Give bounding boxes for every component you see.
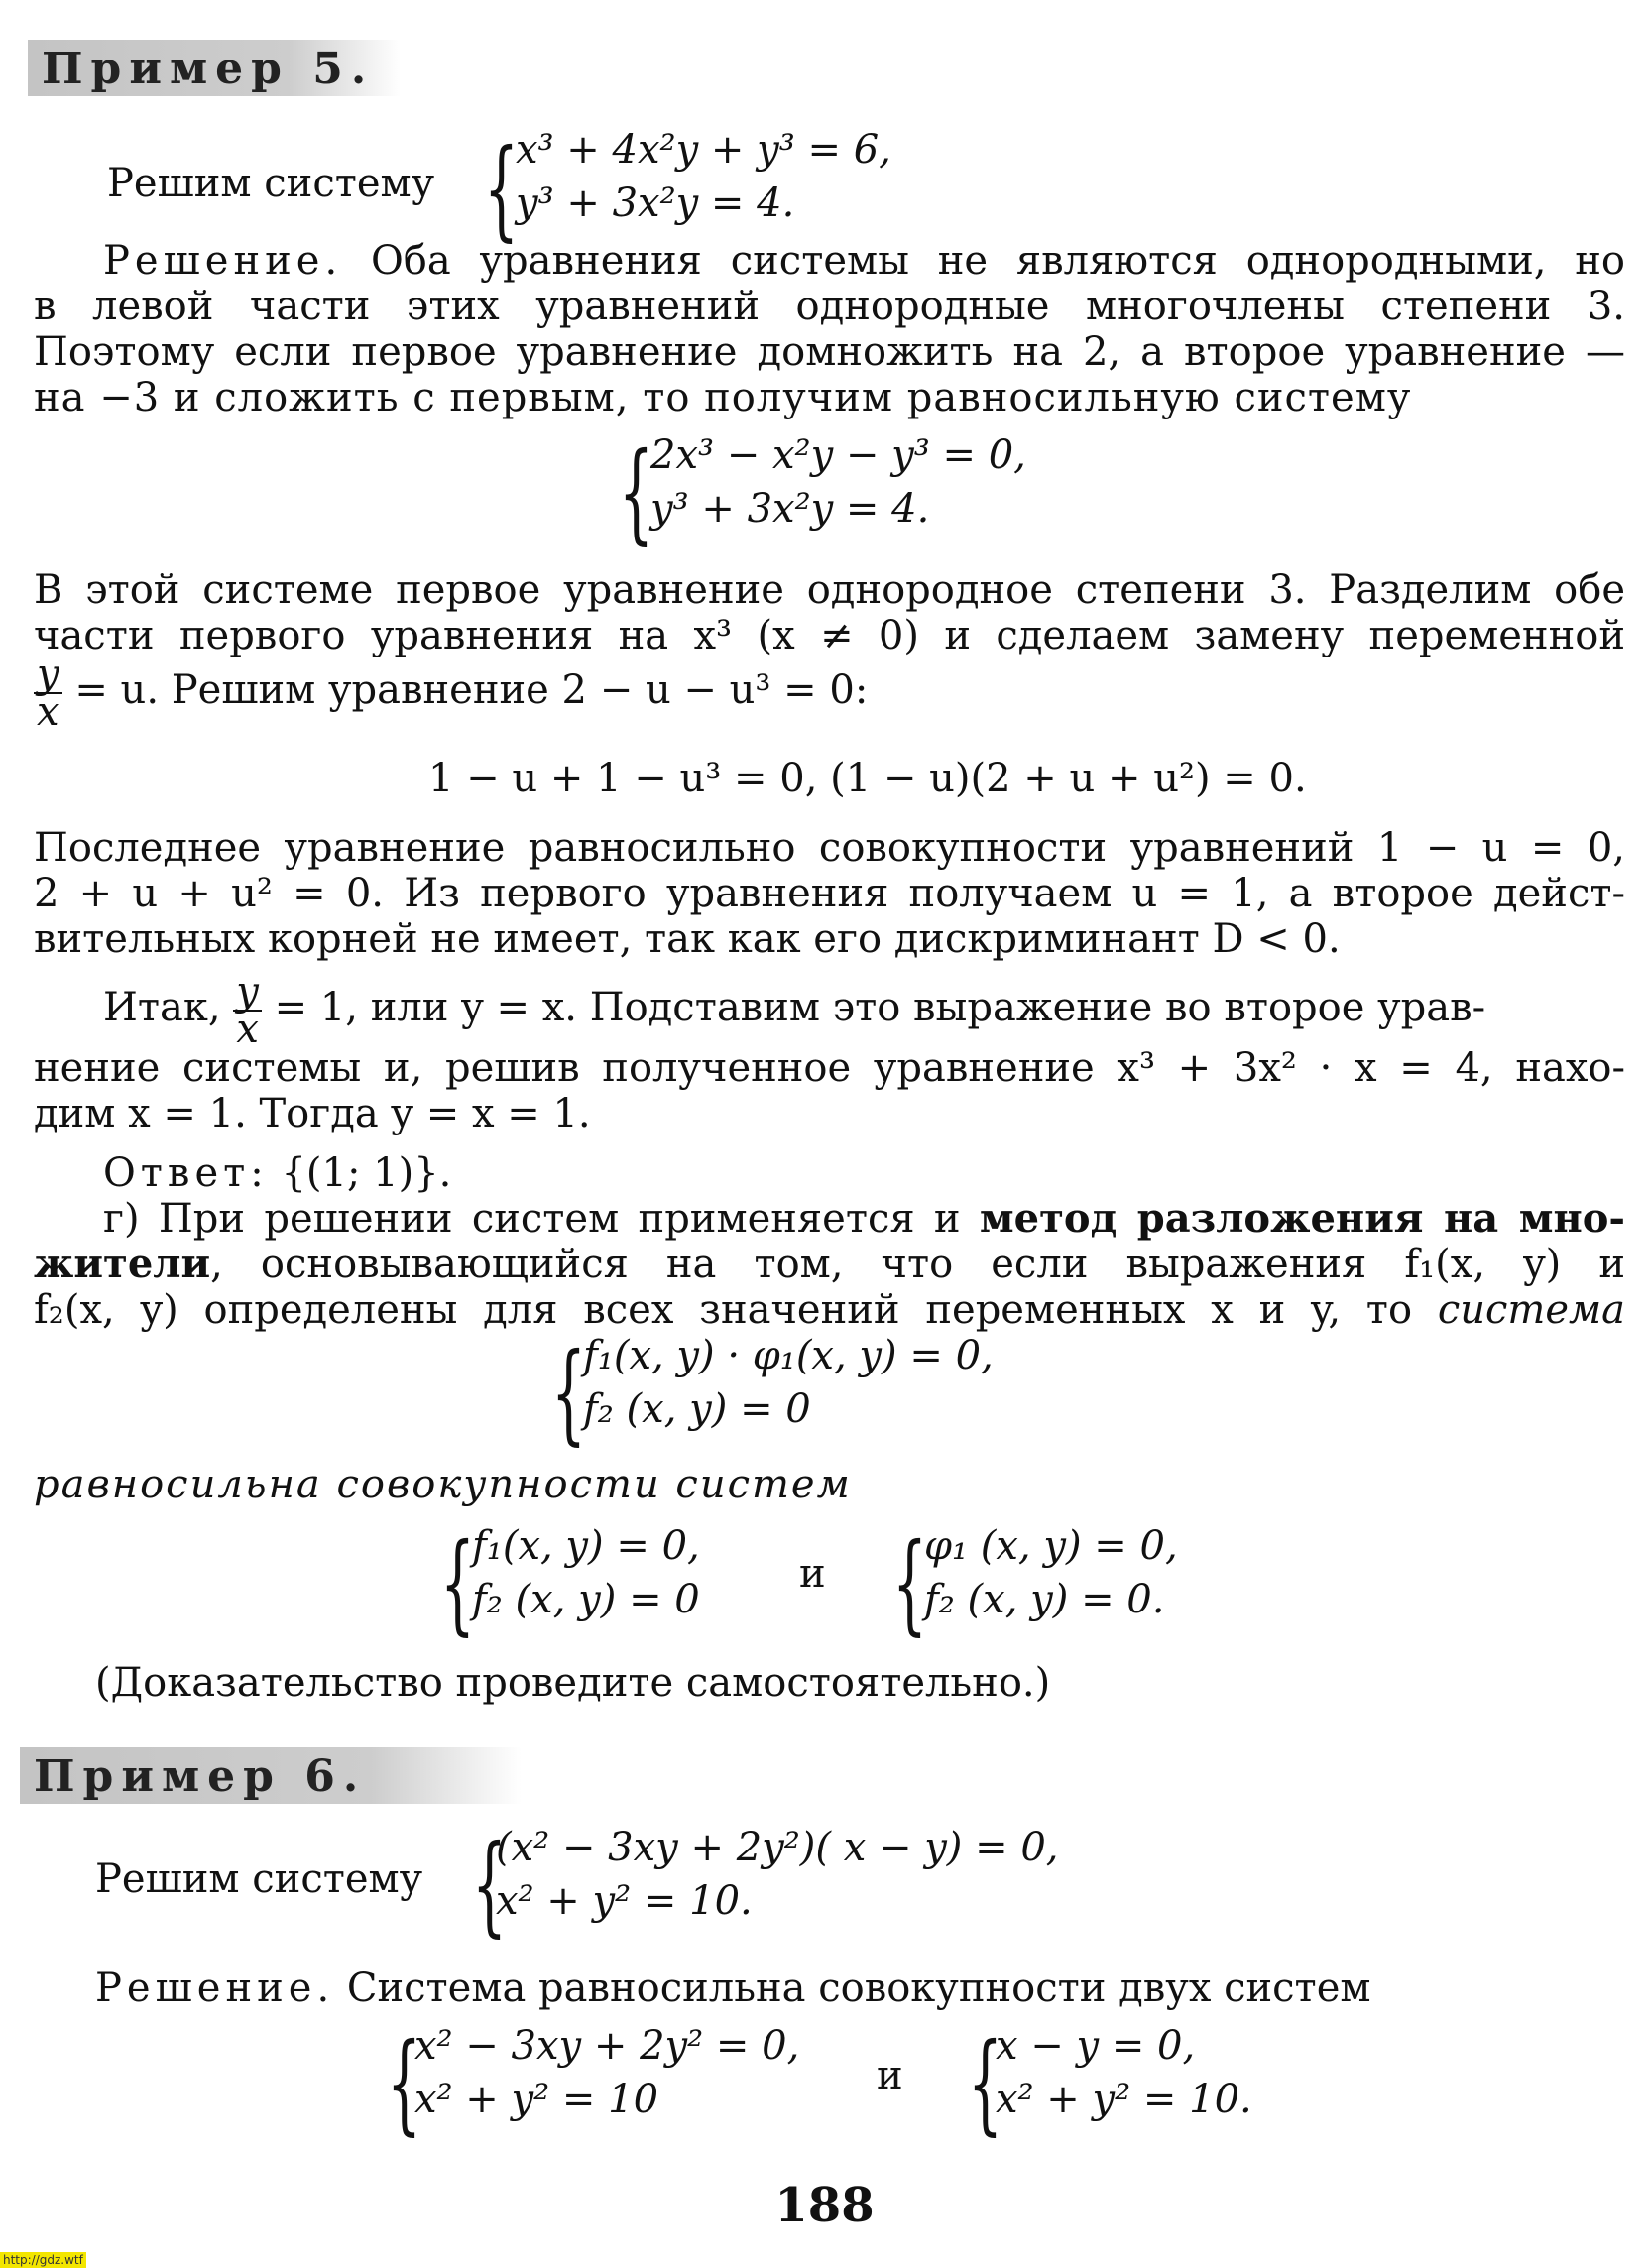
method-line-3: f₂(x, y) определены для всех значений переменных x и y, то система	[34, 1287, 1626, 1333]
system-equation-1: x² − 3xy + 2y² = 0,	[414, 2023, 800, 2069]
equivalence-statement: равносильна совокупности систем	[34, 1462, 852, 1507]
system-equation-2: y³ + 3x²y = 4.	[516, 180, 795, 226]
example-6-task-intro: Решим систему	[95, 1856, 423, 1902]
system-equation-2: f₂ (x, y) = 0.	[924, 1577, 1165, 1622]
system-brace: {	[892, 1519, 927, 1646]
paragraph-3-line-2: 2 + u + u² = 0. Из первого уравнения получаем u = 1, а второе дейст-	[34, 871, 1625, 916]
paragraph-3-line-1: Последнее уравнение равносильно совокупности уравнений 1 − u = 0,	[34, 825, 1625, 871]
substitution-text: = 1, или y = x. Подставим это выражение во второе урав-	[274, 985, 1486, 1030]
fraction-y-over-x: $\frac{y}{x}$	[34, 657, 62, 730]
solution-line-4: на −3 и сложить с первым, то получим равносильную систему	[34, 375, 1412, 420]
system-equation-1: x − y = 0,	[996, 2023, 1196, 2069]
system-brace: {	[472, 1821, 507, 1948]
solution-label: Решение.	[95, 1966, 335, 2011]
system-equation-2: f₂ (x, y) = 0	[472, 1577, 700, 1622]
so-word: Итак,	[103, 985, 221, 1030]
system-equation-1: x³ + 4x²y + y³ = 6,	[516, 127, 891, 173]
system-brace: {	[968, 2019, 1002, 2146]
page-number: 188	[774, 2178, 875, 2233]
solution-text: Оба уравнения системы не являются однородными, но	[370, 238, 1626, 284]
paragraph-2-line-1: В этой системе первое уравнение однородное степени 3. Разделим обе	[34, 567, 1625, 613]
solution-text: Система равносильна совокупности двух систем	[346, 1966, 1371, 2011]
paragraph-2-line-2: части первого уравнения на x³ (x ≠ 0) и сделаем замену переменной	[34, 613, 1625, 658]
method-name: метод разложения на мно-	[979, 1195, 1626, 1242]
solution-line-1	[103, 238, 1625, 284]
italic-term: система	[1437, 1287, 1626, 1333]
substitution-text: = u. Решим уравнение 2 − u − u³ = 0:	[74, 667, 869, 713]
system-equation-2: x² + y² = 10	[414, 2077, 659, 2122]
system-brace: {	[387, 2019, 421, 2146]
example-6-solution-line	[95, 1966, 1370, 2011]
answer-label: Ответ:	[103, 1150, 269, 1196]
example-5-task-intro: Решим систему	[107, 161, 435, 206]
method-line-1: г) При решении систем применяется и метод разложения на мно-	[103, 1195, 1626, 1242]
system-equation-2: x² + y² = 10.	[996, 2077, 1252, 2122]
paragraph-2-line-3	[34, 652, 869, 735]
solution-line-3: Поэтому если первое уравнение домножить на 2, а второе уравнение —	[34, 329, 1625, 375]
system-brace: {	[440, 1519, 475, 1646]
watermark-link[interactable]: http://gdz.wtf	[0, 2252, 86, 2268]
fraction-y-over-x: $\frac{y}{x}$	[233, 974, 262, 1047]
paragraph-4-line-2: нение системы и, решив полученное уравнение x³ + 3x² · x = 4, нахо-	[34, 1045, 1625, 1091]
system-equation-2: y³ + 3x²y = 4.	[650, 486, 930, 532]
system-equation-2: f₂ (x, y) = 0	[583, 1386, 811, 1432]
method-line-2: жители, основывающийся на том, что если выражения f₁(x, y) и	[34, 1241, 1625, 1287]
proof-note: (Доказательство проведите самостоятельно.)	[95, 1660, 1051, 1706]
system-equation-1: f₁(x, y) = 0,	[472, 1523, 700, 1569]
system-equation-1: φ₁ (x, y) = 0,	[924, 1523, 1178, 1569]
system-brace: {	[551, 1329, 586, 1456]
solution-label: Решение.	[103, 238, 343, 284]
answer-line	[103, 1150, 451, 1196]
system-equation-1: (x² − 3xy + 2y²)( x − y) = 0,	[496, 1825, 1059, 1870]
answer-value: {(1; 1)}.	[281, 1150, 452, 1196]
example-6-heading: Пример 6.	[20, 1747, 522, 1804]
system-equation-1: 2x³ − x²y − y³ = 0,	[650, 432, 1026, 478]
paragraph-3-line-3: вительных корней не имеет, так как его дискриминант D < 0.	[34, 916, 1341, 962]
system-brace: {	[484, 125, 519, 252]
paragraph-4-line-1	[103, 969, 1625, 1052]
conjunction-and: и	[799, 1551, 826, 1597]
system-equation-1: f₁(x, y) · φ₁(x, y) = 0,	[583, 1333, 994, 1378]
example-5-heading: Пример 5.	[28, 40, 401, 96]
paragraph-4-line-3: дим x = 1. Тогда y = x = 1.	[34, 1091, 591, 1136]
system-equation-2: x² + y² = 10.	[496, 1878, 753, 1924]
factorization-equation: 1 − u + 1 − u³ = 0, (1 − u)(2 + u + u²) = 0.	[428, 756, 1307, 801]
conjunction-and: и	[877, 2053, 903, 2098]
solution-line-2: в левой части этих уравнений однородные многочлены степени 3.	[34, 284, 1625, 329]
system-brace: {	[619, 428, 653, 555]
